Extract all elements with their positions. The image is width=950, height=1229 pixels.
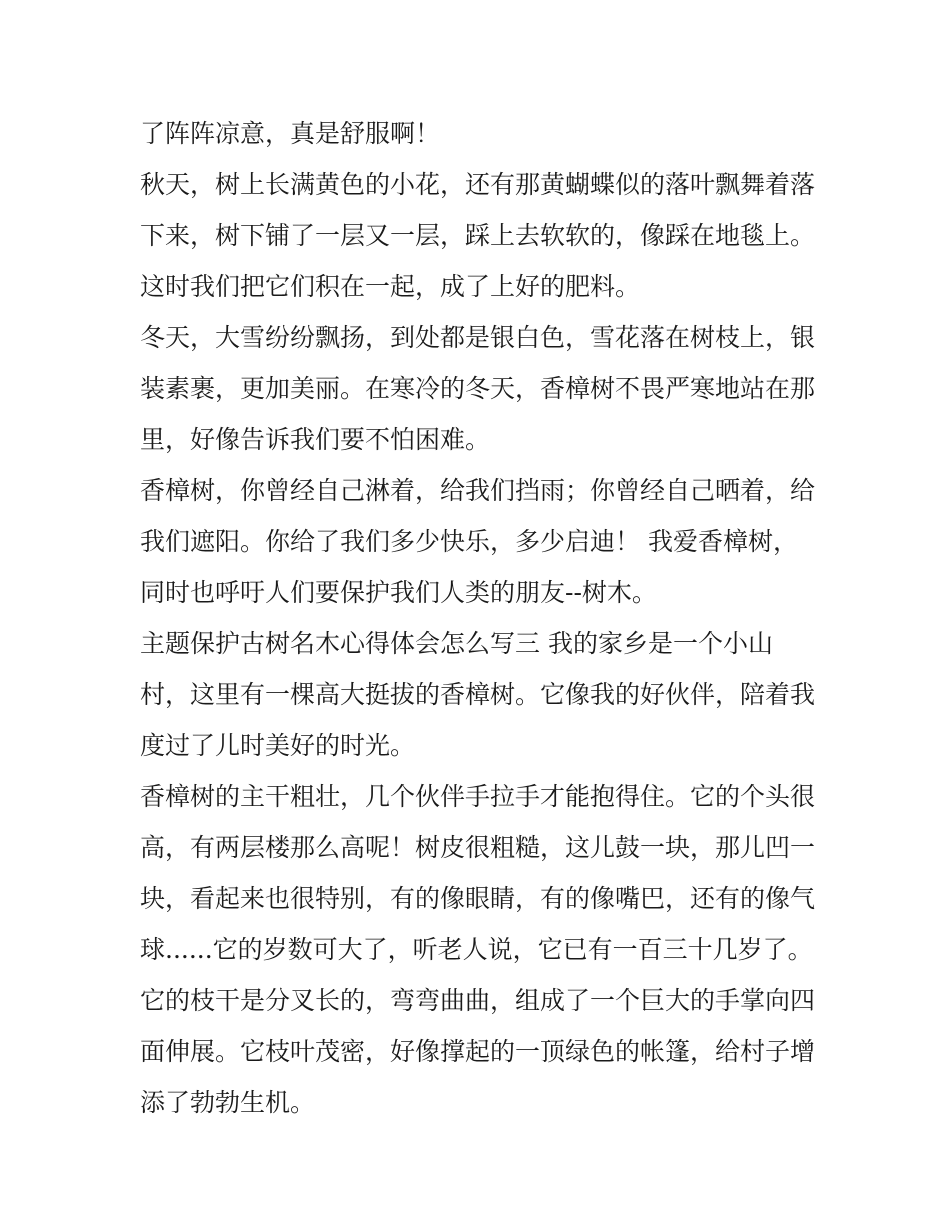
text-line-6: 装素裹，更加美丽。在寒冷的冬天，香樟树不畏严寒地站在那	[140, 374, 816, 403]
text-line-13: 度过了儿时美好的时光。	[140, 731, 416, 760]
text-line-19: 面伸展。它枝叶茂密，好像撑起的一顶绿色的帐篷，给村子增	[140, 1037, 816, 1066]
text-line-10: 同时也呼吁人们要保护我们人类的朋友--树木。	[140, 578, 657, 607]
text-line-8: 香樟树，你曾经自己淋着，给我们挡雨；你曾经自己晒着，给	[140, 476, 816, 505]
text-line-14: 香樟树的主干粗壮，几个伙伴手拉手才能抱得住。它的个头很	[140, 782, 816, 811]
text-line-2: 秋天，树上长满黄色的小花，还有那黄蝴蝶似的落叶飘舞着落	[140, 170, 816, 199]
text-line-1: 了阵阵凉意，真是舒服啊！	[140, 119, 441, 148]
text-line-20: 添了勃勃生机。	[140, 1088, 316, 1117]
text-line-3: 下来，树下铺了一层又一层，踩上去软软的，像踩在地毯上。	[140, 221, 816, 250]
text-line-18: 它的枝干是分叉长的，弯弯曲曲，组成了一个巨大的手掌向四	[140, 986, 816, 1015]
text-line-17: 球......它的岁数可大了，听老人说，它已有一百三十几岁了。	[140, 935, 813, 964]
text-line-16: 块，看起来也很特别，有的像眼睛，有的像嘴巴，还有的像气	[140, 884, 816, 913]
text-line-4: 这时我们把它们积在一起，成了上好的肥料。	[140, 272, 641, 301]
text-line-11: 主题保护古树名木心得体会怎么写三 我的家乡是一个小山	[140, 629, 773, 658]
text-line-15: 高，有两层楼那么高呢！树皮很粗糙，这儿鼓一块，那儿凹一	[140, 833, 816, 862]
text-line-7: 里，好像告诉我们要不怕困难。	[140, 425, 491, 454]
text-line-5: 冬天，大雪纷纷飘扬，到处都是银白色，雪花落在树枝上，银	[140, 323, 816, 352]
text-line-9: 我们遮阳。你给了我们多少快乐，多少启迪！ 我爱香樟树，	[140, 527, 798, 556]
text-line-12: 村，这里有一棵高大挺拔的香樟树。它像我的好伙伴，陪着我	[140, 680, 816, 709]
document-body	[140, 108, 820, 1128]
